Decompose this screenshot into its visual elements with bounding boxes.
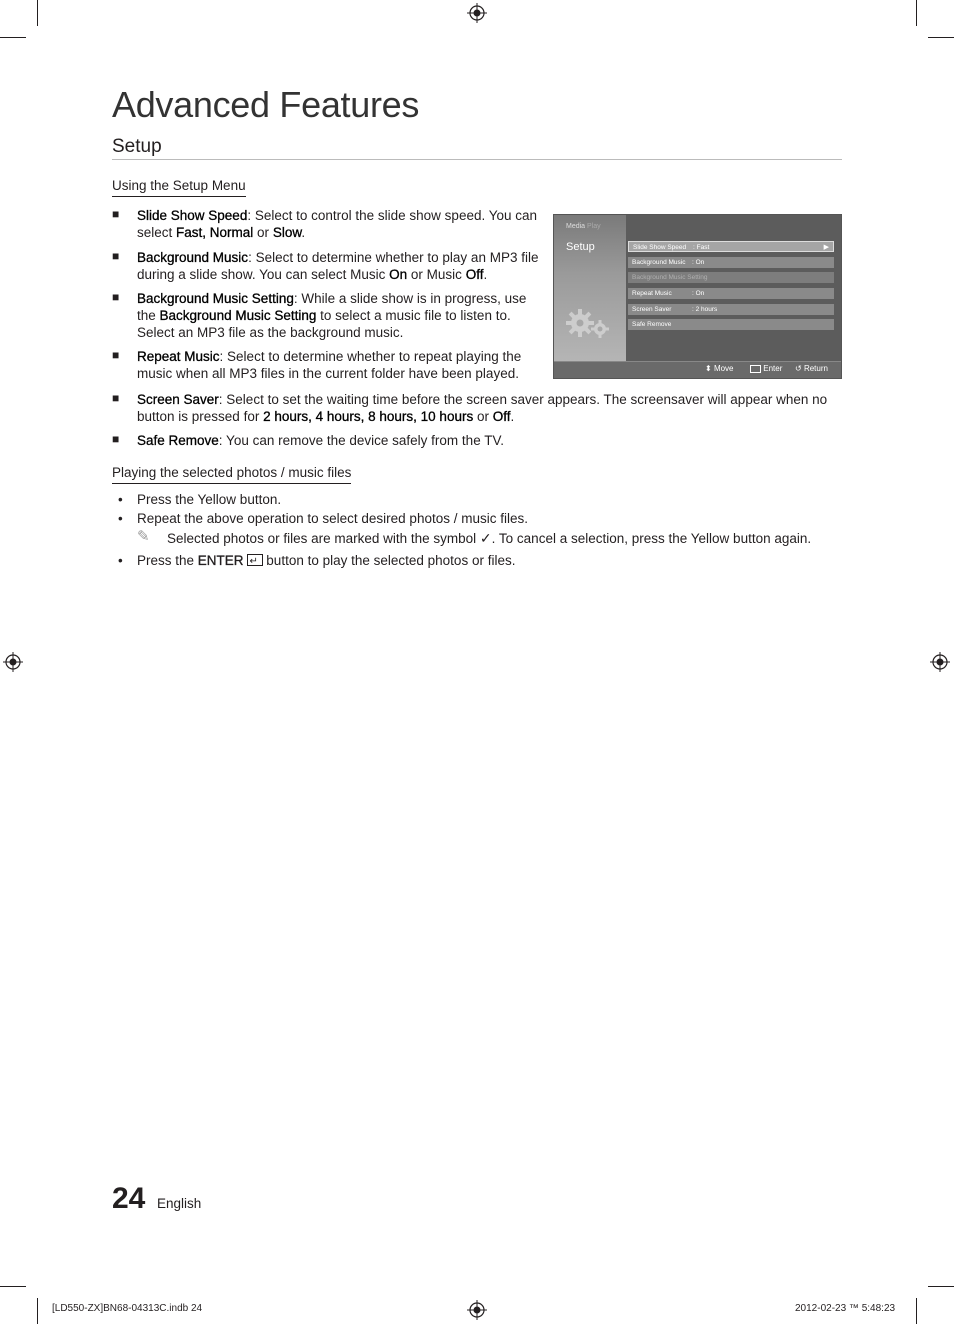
item-name: Slide Show Speed xyxy=(137,208,248,223)
crop-mark xyxy=(928,37,954,38)
item-name: Background Music Setting xyxy=(137,291,294,306)
tv-menu-row[interactable]: Safe Remove xyxy=(628,319,834,330)
item-name: Screen Saver xyxy=(137,392,219,407)
crop-mark xyxy=(928,1286,954,1287)
crop-mark xyxy=(37,0,38,26)
setup-menu-heading: Using the Setup Menu xyxy=(112,178,246,197)
note-pencil-icon: ✎ xyxy=(137,528,150,545)
playing-heading: Playing the selected photos / music files xyxy=(112,465,351,484)
enter-icon xyxy=(750,365,761,373)
slug-file: [LD550-ZX]BN68-04313C.indb 24 xyxy=(52,1303,203,1314)
square-bullet-icon: ■ xyxy=(112,348,120,362)
tv-menu-row[interactable]: Background Music Setting xyxy=(628,272,834,283)
crop-mark xyxy=(916,0,917,26)
tv-nav-move: ⬍ Move xyxy=(705,364,734,373)
crop-mark xyxy=(37,1298,38,1324)
registration-mark-icon xyxy=(467,3,487,23)
right-arrow-icon: ▶ xyxy=(823,244,829,251)
page-number: 24 xyxy=(112,1182,146,1215)
return-icon: ↺ xyxy=(795,364,802,373)
page-language: English xyxy=(157,1196,202,1211)
tv-menu-row[interactable]: Repeat Music : On xyxy=(628,288,834,299)
checkmark-icon: ✓ xyxy=(479,530,492,546)
square-bullet-icon: ■ xyxy=(112,432,120,446)
tv-nav-enter: Enter xyxy=(750,364,782,373)
tv-left-panel xyxy=(554,215,626,361)
registration-mark-icon xyxy=(930,652,950,672)
bullet-icon: • xyxy=(118,492,123,507)
registration-mark-icon xyxy=(467,1300,487,1320)
bullet-icon: • xyxy=(118,511,123,526)
square-bullet-icon: ■ xyxy=(112,290,120,304)
crop-mark xyxy=(0,1286,26,1287)
media-play-logo: Media Play xyxy=(566,223,601,230)
tv-nav-bar xyxy=(554,361,841,379)
slug-timestamp: 2012-02-23 ™ 5:48:23 xyxy=(795,1303,896,1314)
square-bullet-icon: ■ xyxy=(112,249,120,263)
item-text: : Select to control the slide show speed. You can xyxy=(247,208,538,223)
tv-menu-row[interactable]: Slide Show Speed : Fast ▶ xyxy=(628,241,834,252)
chapter-title: Advanced Features xyxy=(112,84,420,125)
tv-setup-screen xyxy=(553,214,842,379)
tv-menu-row[interactable]: Background Music : On xyxy=(628,257,834,268)
registration-mark-icon xyxy=(3,652,23,672)
square-bullet-icon: ■ xyxy=(112,207,120,221)
item-name: Repeat Music xyxy=(137,349,220,364)
up-down-arrow-icon: ⬍ xyxy=(705,364,712,373)
gears-icon xyxy=(564,305,612,341)
section-title: Setup xyxy=(112,136,162,157)
tv-menu-row[interactable]: Screen Saver : 2 hours xyxy=(628,304,834,315)
section-divider xyxy=(112,159,842,160)
square-bullet-icon: ■ xyxy=(112,391,120,405)
item-name: Safe Remove xyxy=(137,433,219,448)
crop-mark xyxy=(916,1298,917,1324)
bullet-icon: • xyxy=(118,553,123,568)
item-name: Background Music xyxy=(137,250,249,265)
enter-icon: ↵ xyxy=(247,554,263,566)
tv-menu-title: Setup xyxy=(566,241,595,253)
crop-mark xyxy=(0,37,26,38)
tv-nav-return: ↺ Return xyxy=(795,364,828,373)
